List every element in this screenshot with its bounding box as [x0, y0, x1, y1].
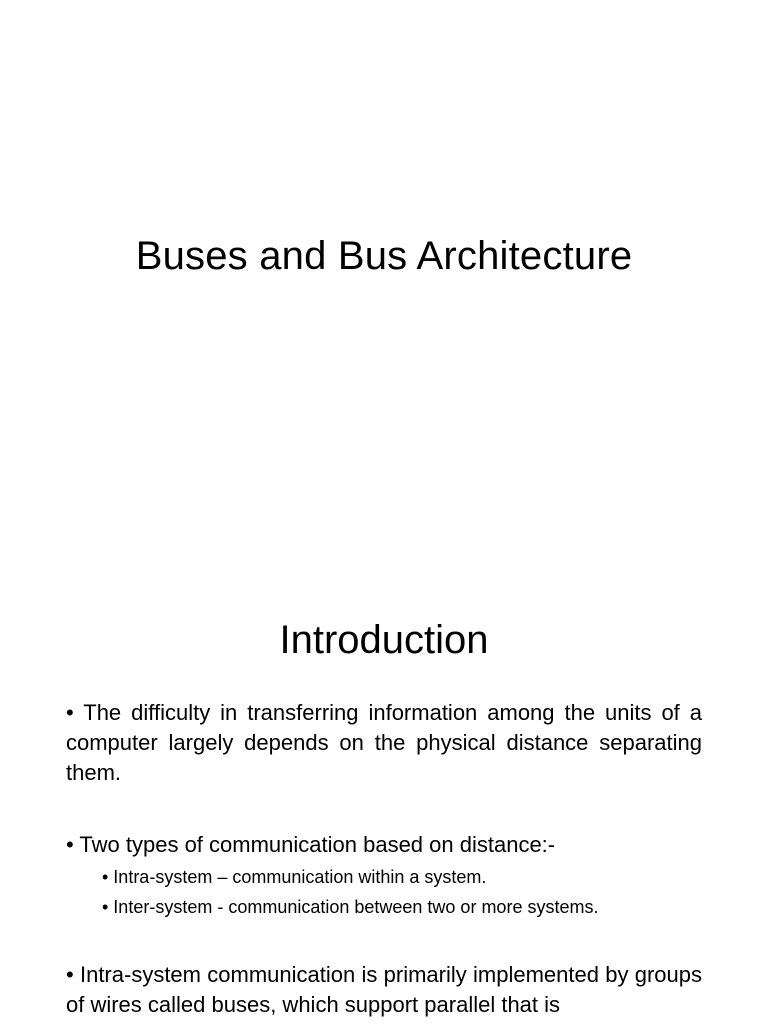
slide-introduction: [0, 576, 768, 1024]
bullet-communication-types: • Two types of communication based on distance:-: [66, 832, 556, 857]
bullet-difficulty: • The difficulty in transferring information among the units of a computer largely depends on the physical distance separating them.: [66, 700, 702, 785]
introduction-heading: Introduction: [279, 618, 489, 662]
sub-bullet-inter-system: • Inter-system - communication between two or more systems.: [102, 897, 599, 917]
bullet-intra-system-buses: • Intra-system communication is primarily implemented by groups of wires called buses, which support parallel that is: [66, 962, 702, 1017]
slide-title-heading: Buses and Bus Architecture: [135, 234, 633, 278]
sub-bullet-intra-system: • Intra-system – communication within a system.: [102, 867, 487, 887]
